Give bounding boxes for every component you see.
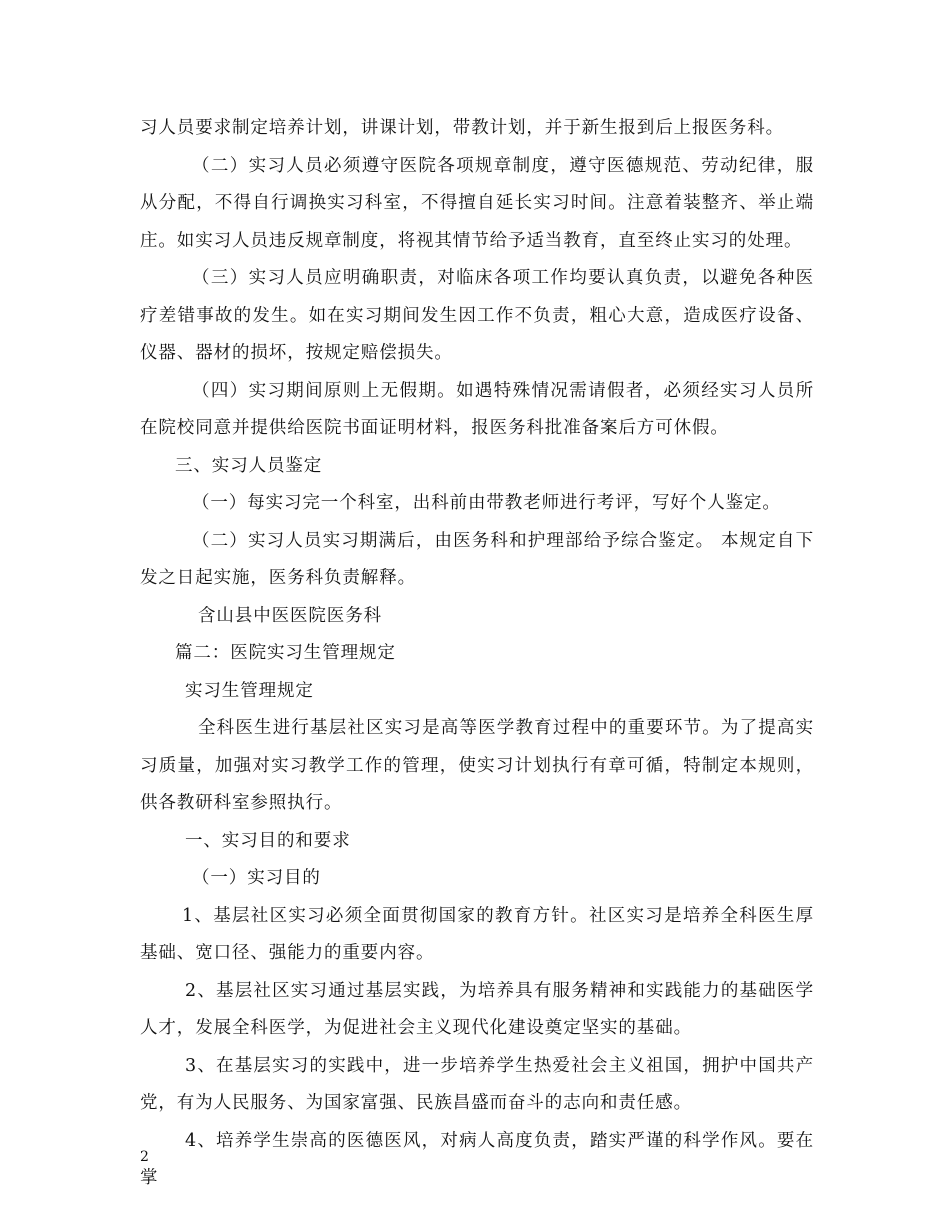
section-heading-evaluation: 三、实习人员鉴定 [175,455,323,476]
page-number: 2 [140,1149,149,1165]
issuing-organization: 含山县中医医院医务科 [198,605,382,626]
subsection-heading-purpose: （一）实习目的 [192,868,321,888]
list-item-1: 1、基层社区实习必须全面贯彻国家的教育方针。社区实习是培养全科医生厚基础、宽口径、强能力的重要内容。 [140,905,814,963]
paragraph-evaluation-2: （二）实习人员实习期满后，由医务科和护理部给予综合鉴定。 本规定自下发之日起实施，医务科负责解释。 [140,530,814,588]
list-item-4: 4、培养学生崇高的医德医风，对病人高度负责，踏实严谨的科学作风。要在掌 [140,1130,814,1188]
part-two-heading: 篇二：医院实习生管理规定 [175,643,396,663]
paragraph-rule-2: （二）实习人员必须遵守医院各项规章制度，遵守医德规范、劳动纪律，服从分配，不得自行调换实习科室，不得擅自延长实习时间。注意着装整齐、举止端庄。如实习人员违反规章制度，将视其情节给予适当教育，直至终止实习的处理。 [140,155,814,251]
paragraph-evaluation-1: （一）每实习完一个科室，出科前由带教老师进行考评，写好个人鉴定。 [192,493,781,513]
regulation-title: 实习生管理规定 [185,680,314,701]
list-item-3: 3、在基层实习的实践中，进一步培养学生热爱社会主义祖国，拥护中国共产党，有为人民服务、为国家富强、民族昌盛而奋斗的志向和责任感。 [140,1055,814,1113]
section-heading-purpose: 一、实习目的和要求 [185,830,351,851]
paragraph-continuation: 习人员要求制定培养计划，讲课计划，带教计划，并于新生报到后上报医务科。 [140,118,784,138]
paragraph-rule-3: （三）实习人员应明确职责，对临床各项工作均要认真负责，以避免各种医疗差错事故的发生。如在实习期间发生因工作不负责，粗心大意，造成医疗设备、仪器、器材的损坏，按规定赔偿损失。 [140,268,814,363]
document-body [140,110,814,1198]
paragraph-intro: 全科医生进行基层社区实习是高等医学教育过程中的重要环节。为了提高实习质量，加强对实习教学工作的管理，使实习计划执行有章可循，特制定本规则，供各教研科室参照执行。 [140,718,814,813]
paragraph-rule-4: （四）实习期间原则上无假期。如遇特殊情况需请假者，必须经实习人员所在院校同意并提供给医院书面证明材料，报医务科批准备案后方可休假。 [140,380,814,438]
list-item-2: 2、基层社区实习通过基层实践，为培养具有服务精神和实践能力的基础医学人才，发展全科医学，为促进社会主义现代化建设奠定坚实的基础。 [140,980,814,1038]
